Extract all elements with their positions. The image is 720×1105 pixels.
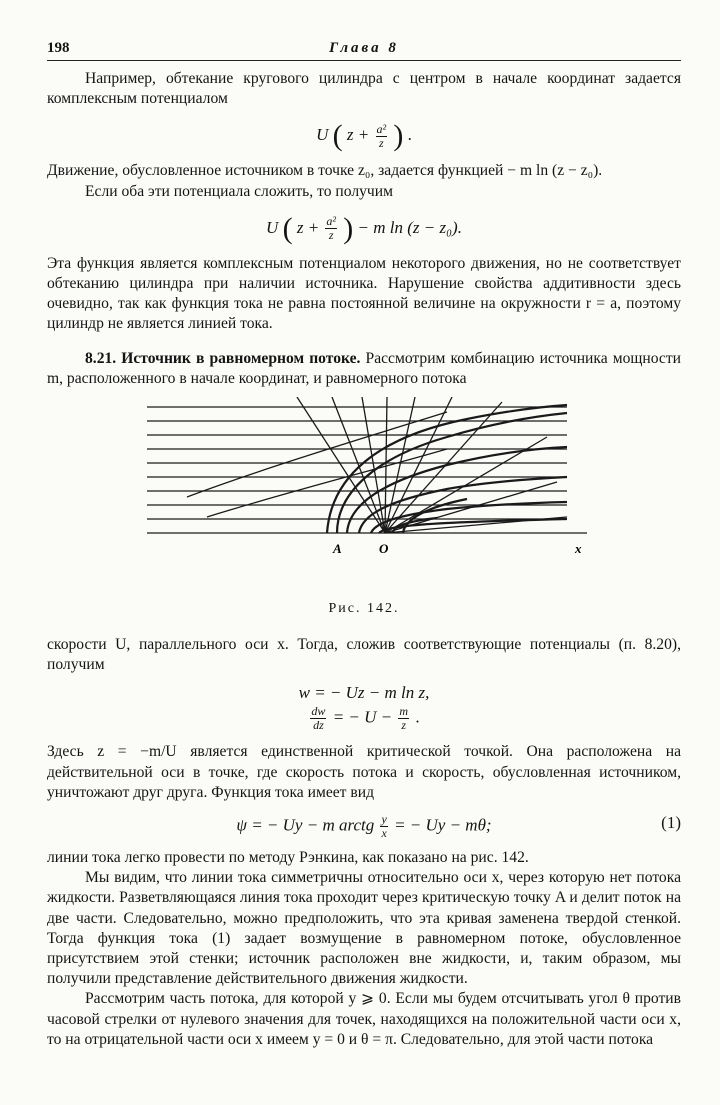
section-title: Источник в равномерном потоке. [121, 349, 361, 367]
streamline-diagram [147, 397, 597, 562]
paragraph-6: скорости U, параллельного оси x. Тогда, сложив соответствующие потенциалы (п. 8.20), получим [47, 636, 681, 674]
formula-w: w = − Uz − m ln z, [298, 683, 430, 703]
paragraph-3: Если оба эти потенциала сложить, то получим [85, 182, 393, 200]
paragraph-1: Например, обтекание кругового цилиндра с центром в начале координат задается комплексным потенциалом [47, 70, 681, 108]
formula-dw-dz: $\frac{dw}{dz}$ = − U − $\frac{m}{z}$ . [311, 704, 420, 733]
page [47, 38, 681, 1050]
running-header [47, 38, 681, 60]
label-A: A [333, 541, 342, 557]
paragraph-2: Движение, обусловленное источником в точке z₀, задается функцией − m ln (z − z₀). [47, 162, 603, 180]
paragraph-7: Здесь z = −m/U является единственной критической точкой. Она расположена на действительной оси в точке, где скорость потока и скорость, обусловленная источником, уничтожают друг друга. Функция тока имеет вид [47, 743, 681, 801]
section-8-21-paragraph [47, 349, 681, 389]
formula-cylinder-potential: U ( z + $\frac{\text{a²}}{z}$ ) . [316, 119, 412, 153]
page-number: 198 [47, 40, 70, 56]
paragraph-9: Мы видим, что линии тока симметричны относительно оси x, через которую нет потока жидкости. Разветвляющаяся линия тока проходит через критическую точку A и делит поток на две части. Следовательно, можно предположить, что эта кривая заменена твердой стенкой. Тогда функция тока (1) задает возмущение в равномерном потоке, обусловленное присутствием этой стенки; источник расположен вне жидкости, и, таким образом, мы получили представление действительного движения жидкости. [47, 869, 681, 988]
label-x: x [575, 541, 582, 557]
header-rule [47, 60, 681, 61]
figure-142 [47, 397, 681, 597]
label-O: O [379, 541, 389, 557]
chapter-title: Глава 8 [329, 40, 399, 56]
fraction-a2-over-z-2: $\frac{\text{a²}}{z}$ [326, 214, 337, 243]
formula-stream-function: ψ = − Uy − m arctg $\frac{y}{x}$ = − Uy − mθ; (1) [236, 812, 681, 841]
formula-sum-potential: U ( z + $\frac{\text{a²}}{z}$ ) − m ln (z − z₀). [266, 211, 462, 245]
paragraph-4: Эта функция является комплексным потенциалом некоторого движения, но не соответствует обтеканию цилиндра при наличии источника. Нарушение свойства аддитивности здесь очевидно, так как функция тока не равна постоянной величине на окружности r = a, поэтому цилиндр не является линией тока. [47, 254, 681, 333]
section-number: 8.21. [85, 349, 117, 367]
paragraph-8: линии тока легко провести по методу Рэнкина, как показано на рис. 142. [47, 849, 529, 867]
section-text: Рассмотрим комбинацию источника мощности m, расположенного в начале координат, и равномерного потока [47, 349, 681, 387]
paragraph-10: Рассмотрим часть потока, для которой y ⩾ 0. Если мы будем отсчитывать угол θ против часовой стрелки от нулевого значения для точек, находящихся на положительной части оси x, то на отрицательной части оси x имеем y = 0 и θ = π. Следовательно, для этой части потока [47, 990, 681, 1048]
equation-number: (1) [661, 813, 681, 833]
fraction-a2-over-z: $\frac{\text{a²}}{z}$ [376, 121, 387, 150]
figure-caption: Рис. 142. [328, 601, 400, 617]
